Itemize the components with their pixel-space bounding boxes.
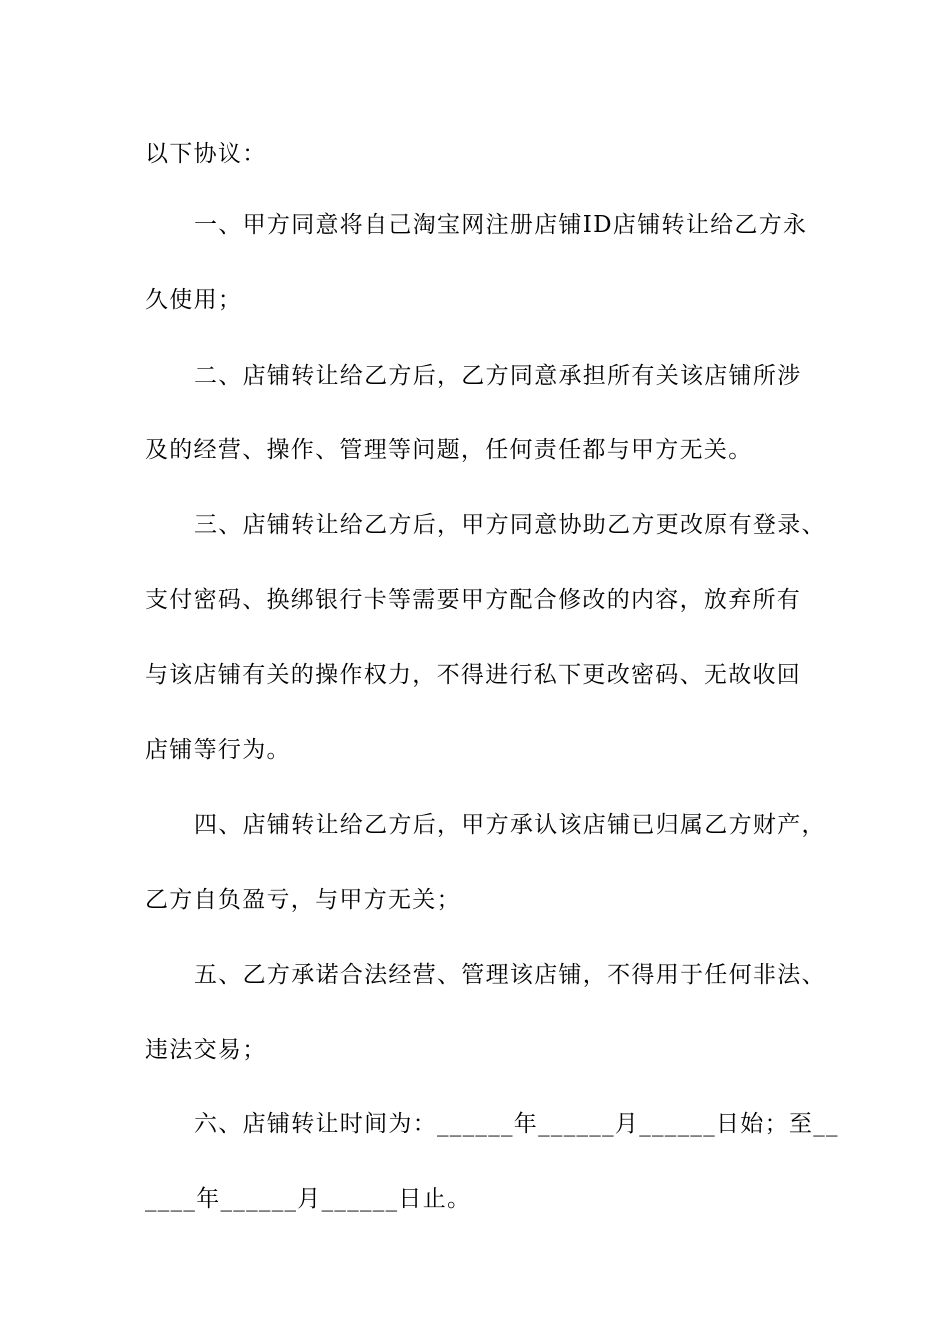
intro-line: 以下协议： [145,141,267,167]
clause-2-line-1: 二、店铺转让给乙方后，乙方同意承担所有关该店铺所涉 [194,363,802,389]
clause-6-line-2: ____年______月______日止。 [145,1186,472,1212]
clause-1-line-1: 一、甲方同意将自己淘宝网注册店铺ID店铺转让给乙方永 [194,212,808,238]
clause-4-line-1: 四、店铺转让给乙方后，甲方承认该店铺已归属乙方财产， [194,812,826,838]
clause-2-line-2: 及的经营、操作、管理等问题，任何责任都与甲方无关。 [145,437,753,463]
clause-3-line-3: 与该店铺有关的操作权力，不得进行私下更改密码、无故收回 [145,662,802,688]
clause-6-line-1: 六、店铺转让时间为：______年______月______日始；至__ [194,1111,839,1137]
clause-5-line-1: 五、乙方承诺合法经营、管理该店铺，不得用于任何非法、 [194,962,826,988]
clause-3-line-2: 支付密码、换绑银行卡等需要甲方配合修改的内容，放弃所有 [145,587,802,613]
clause-1-line-2: 久使用； [145,287,243,313]
clause-3-line-4: 店铺等行为。 [145,737,291,763]
clause-4-line-2: 乙方自负盈亏，与甲方无关； [145,887,461,913]
clause-5-line-2: 违法交易； [145,1037,267,1063]
clause-3-line-1: 三、店铺转让给乙方后，甲方同意协助乙方更改原有登录、 [194,512,826,538]
